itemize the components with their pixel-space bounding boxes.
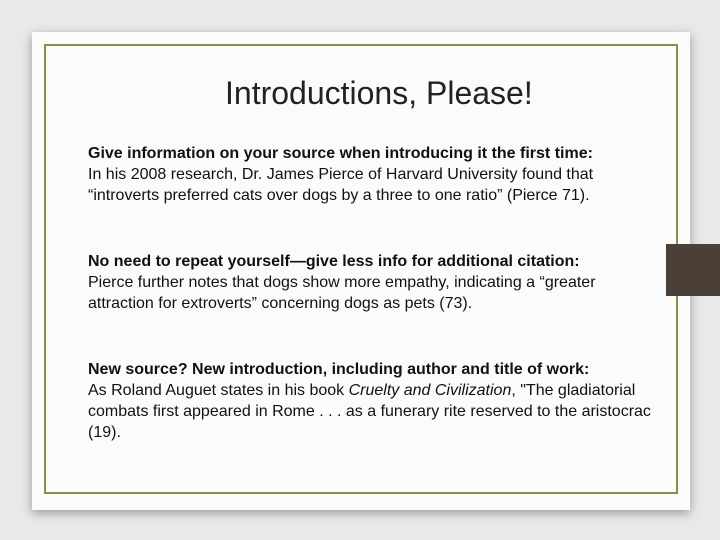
section-heading: New source? New introduction, including author and title of work:: [88, 361, 590, 378]
section-heading: No need to repeat yourself—give less info for additional citation:: [88, 253, 580, 270]
body-line: attraction for extroverts” concerning dogs as pets (73).: [88, 295, 473, 312]
body-line: combats first appeared in Rome . . . as a funerary rite reserved to the aristocrac: [88, 403, 651, 420]
body-text: , "The gladiatorial: [511, 382, 636, 399]
section-new-source: [88, 359, 651, 443]
section-additional-citation: [88, 251, 596, 314]
section-heading: Give information on your source when introducing it the first time:: [88, 145, 593, 162]
body-text: As Roland Auguet states in his book: [88, 382, 349, 399]
body-line: Pierce further notes that dogs show more empathy, indicating a “greater: [88, 274, 596, 291]
book-title: Cruelty and Civilization: [348, 382, 512, 399]
body-line: (19).: [88, 424, 121, 441]
side-tab-decoration: [666, 244, 720, 296]
body-line: In his 2008 research, Dr. James Pierce of Harvard University found that: [88, 166, 594, 183]
section-first-citation: [88, 143, 593, 206]
body-line: [88, 380, 651, 401]
body-line: “introverts preferred cats over dogs by a three to one ratio” (Pierce 71).: [88, 187, 590, 204]
slide-title: Introductions, Please!: [225, 75, 533, 111]
